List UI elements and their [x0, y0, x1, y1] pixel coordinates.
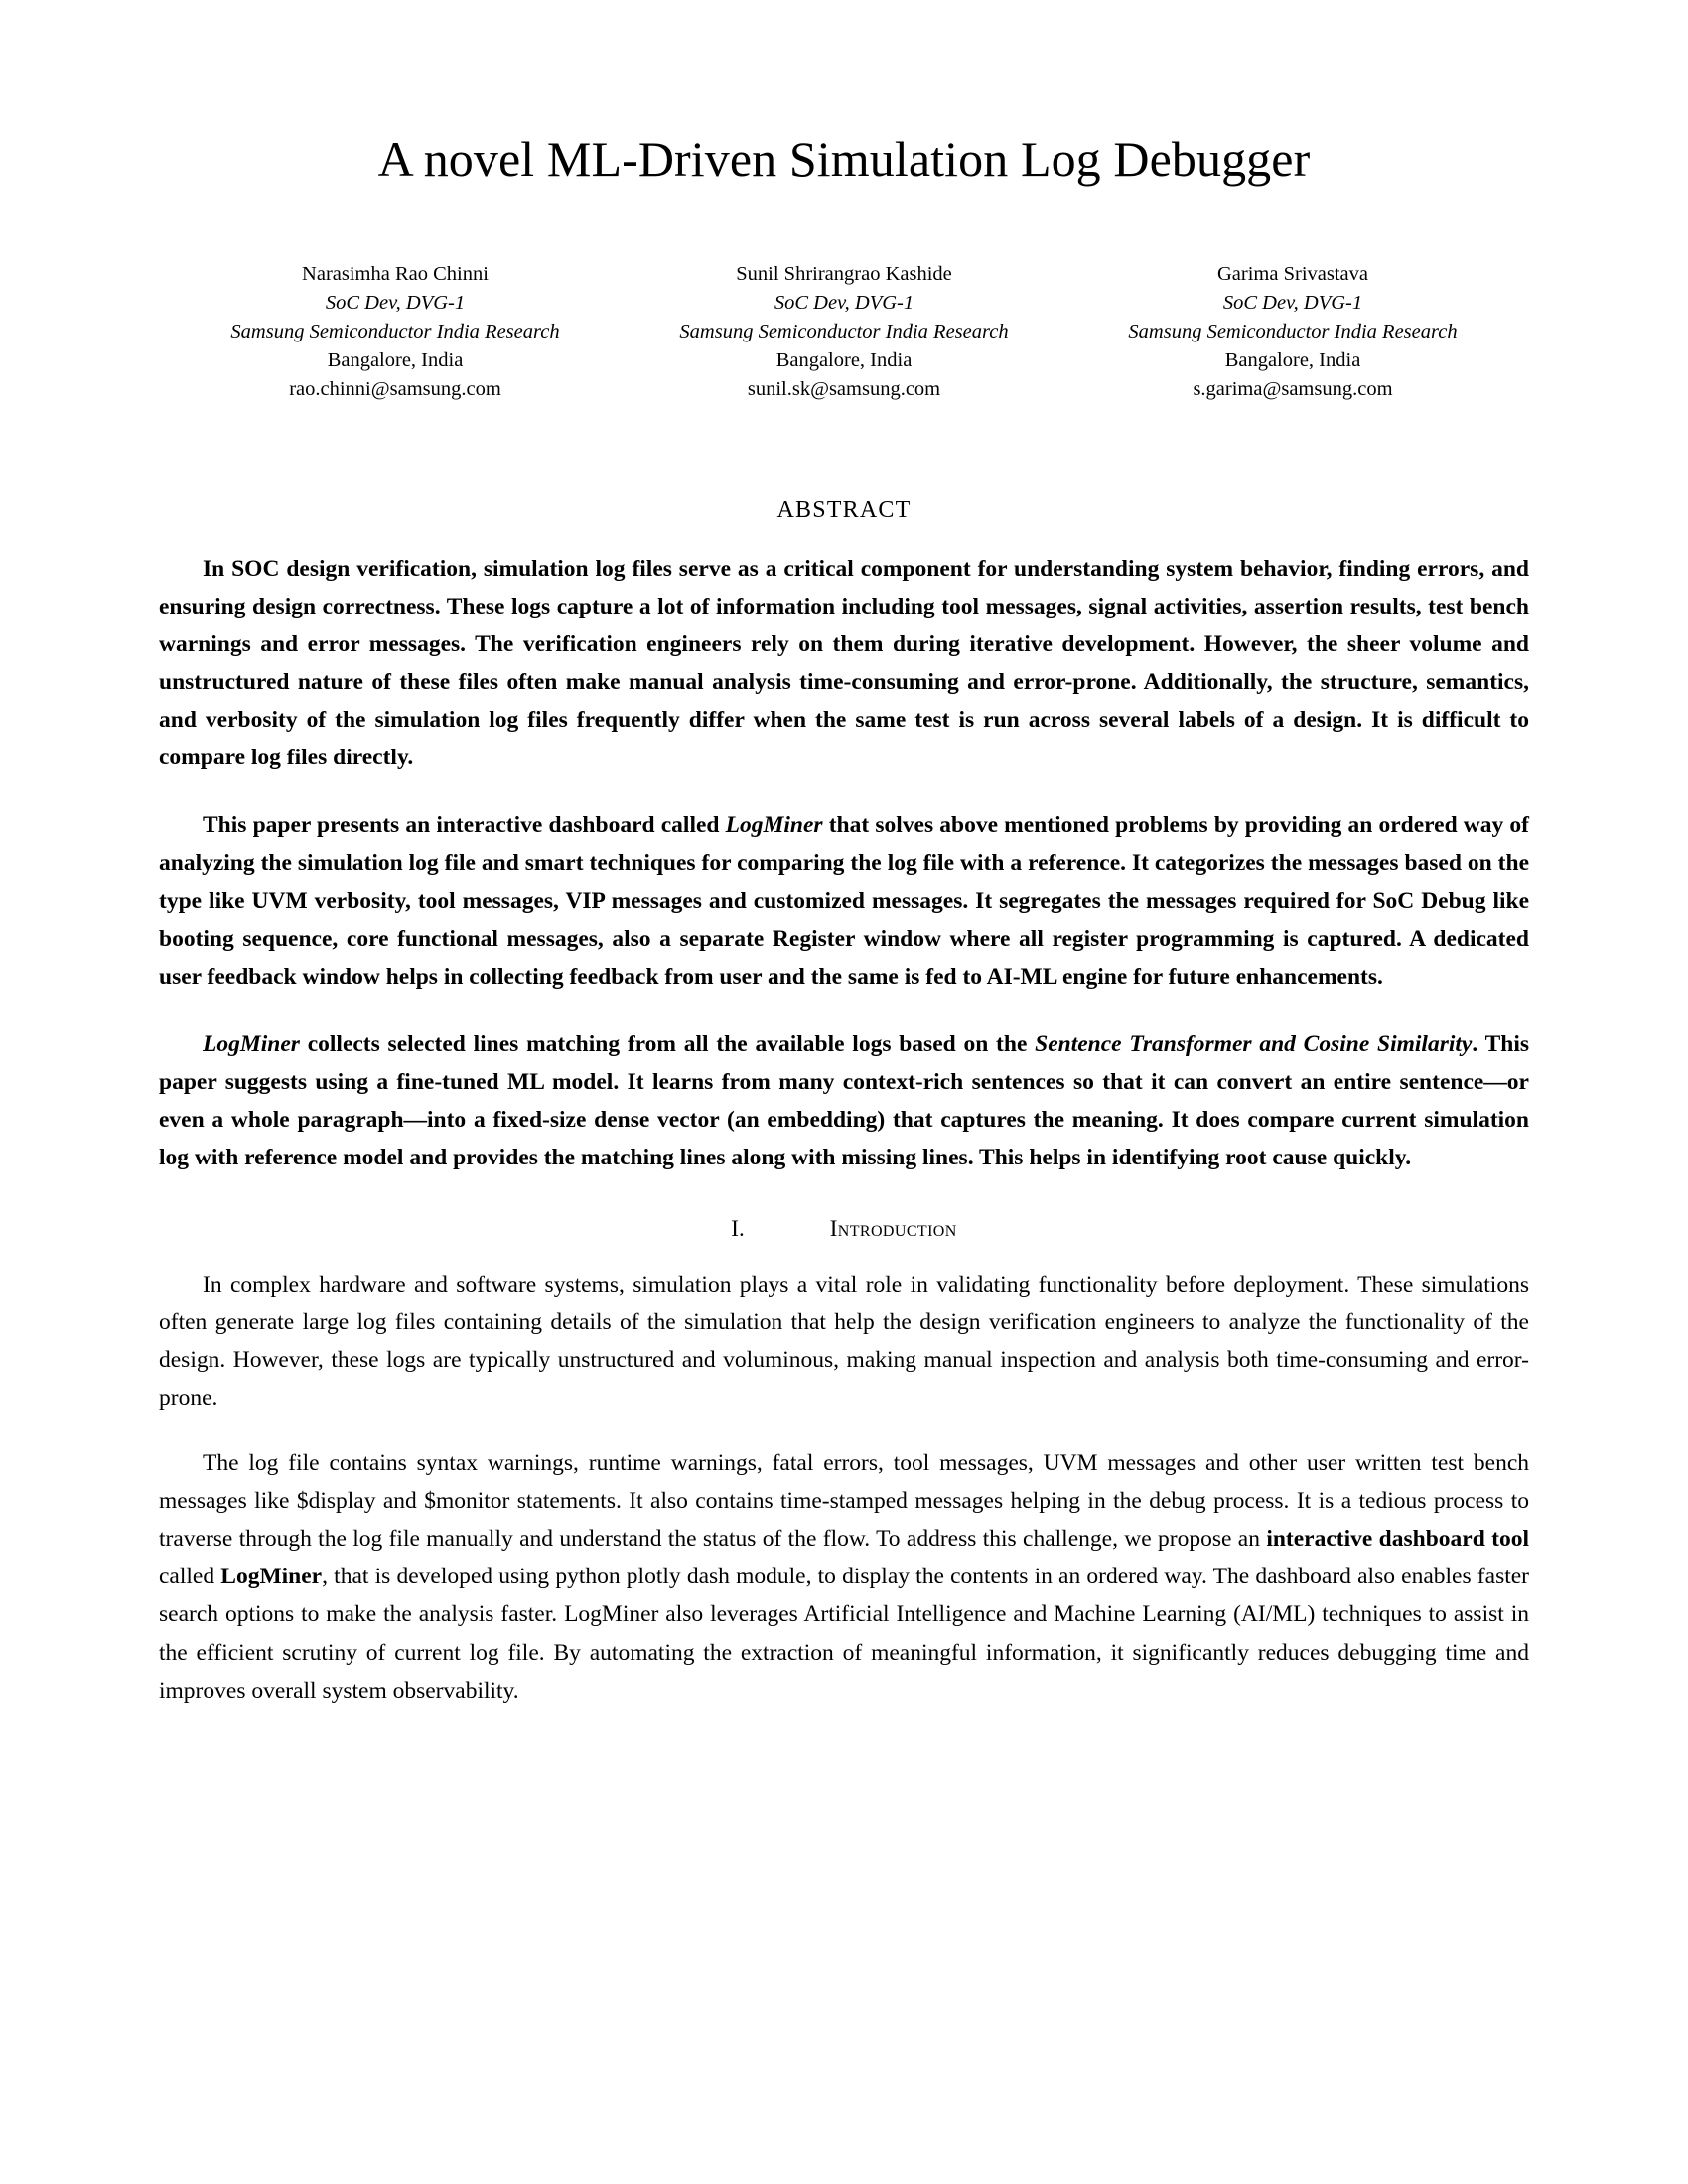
emphasis-dashboard-tool: interactive dashboard tool — [1266, 1526, 1529, 1553]
author-email[interactable]: s.garima@samsung.com — [1193, 377, 1393, 400]
introduction-paragraph-2 — [159, 1444, 1529, 1708]
introduction-paragraph-1 — [159, 1266, 1529, 1417]
abstract-paragraph-1 — [159, 550, 1529, 776]
author-column-2 — [620, 260, 1068, 405]
abstract-text: This paper presents an interactive dashboard called — [203, 812, 726, 839]
author-department: SoC Dev, DVG-1 — [1222, 291, 1363, 314]
author-name: Narasimha Rao Chinni — [302, 262, 489, 285]
method-name: Sentence Transformer and Cosine Similarity — [1035, 1030, 1473, 1057]
abstract-paragraph-3 — [159, 1025, 1529, 1176]
product-name-logminer: LogMiner — [203, 1030, 300, 1057]
abstract-heading: ABSTRACT — [776, 497, 912, 524]
author-name: Garima Srivastava — [1217, 262, 1368, 285]
section-title: Introduction — [829, 1215, 957, 1241]
abstract-text: that solves above mentioned problems by providing an ordered way of analyzing the simulation log file and smart techniques for comparing the log file with a reference. It categorizes the messages based on the type like UVM verbosity, tool messages, VIP messages and customized messages. It segregates the messages required for SoC Debug like booting sequence, core functional messages, also a separate Register window where all register programming is captured. A dedicated user feedback window helps in collecting feedback from user and the same is fed to AI-ML engine for future enhancements. — [159, 812, 1529, 990]
product-name-logminer: LogMiner — [220, 1564, 323, 1590]
author-department: SoC Dev, DVG-1 — [774, 291, 914, 314]
page-title: A novel ML-Driven Simulation Log Debugger — [377, 131, 1311, 187]
section-number: I. — [731, 1215, 745, 1241]
author-organization: Samsung Semiconductor India Research — [230, 320, 560, 342]
author-block — [159, 260, 1529, 405]
author-location: Bangalore, India — [1224, 348, 1361, 371]
abstract-body — [159, 550, 1529, 1176]
body-text: The log file contains syntax warnings, runtime warnings, fatal errors, tool messages, UVM messages and other user written test bench messages like $display and $monitor statements. It also contains time-stamped messages helping in the debug process. It is a tedious process to traverse through the log file manually and understand the status of the flow. To address this challenge, we propose an — [159, 1450, 1529, 1553]
section-heading-introduction — [159, 1176, 1529, 1248]
body-text: In complex hardware and software systems, simulation plays a vital role in validating functionality before deployment. These simulations often generate large log files containing details of the simulation that help the design verification engineers to analyze the functionality of the design. However, these logs are typically unstructured and voluminous, making manual inspection and analysis both time-consuming and error-prone. — [159, 1271, 1529, 1412]
abstract-paragraph-2 — [159, 806, 1529, 995]
abstract-text: In SOC design verification, simulation log files serve as a critical component for understanding system behavior, finding errors, and ensuring design correctness. These logs capture a lot of information including tool messages, signal activities, assertion results, test bench warnings and error messages. The verification engineers rely on them during iterative development. However, the sheer volume and unstructured nature of these files often make manual analysis time-consuming and error-prone. Additionally, the structure, semantics, and verbosity of the simulation log files frequently differ when the same test is run across several labels of a design. It is difficult to compare log files directly. — [159, 556, 1529, 771]
author-email[interactable]: rao.chinni@samsung.com — [289, 377, 501, 400]
body-text: called — [159, 1564, 221, 1590]
abstract-text: collects selected lines matching from all the available logs based on the — [299, 1030, 1036, 1057]
author-organization: Samsung Semiconductor India Research — [1128, 320, 1458, 342]
author-email[interactable]: sunil.sk@samsung.com — [747, 377, 941, 400]
author-organization: Samsung Semiconductor India Research — [679, 320, 1009, 342]
author-location: Bangalore, India — [327, 348, 464, 371]
abstract-text: . This paper suggests using a fine-tuned ML model. It learns from many context-rich sentences so that it can convert an entire sentence—or even a whole paragraph—into a fixed-size dense vector (an embedding) that captures the meaning. It does compare current simulation log with reference model and provides the matching lines along with missing lines. This helps in identifying root cause quickly. — [159, 1030, 1529, 1170]
author-column-1 — [171, 260, 620, 405]
author-name: Sunil Shrirangrao Kashide — [736, 262, 952, 285]
body-text: , that is developed using python plotly dash module, to display the contents in an ordered way. The dashboard also enables faster search options to make the analysis faster. LogMiner also leverages Artificial Intelligence and Machine Learning (AI/ML) techniques to assist in the efficient scrutiny of current log file. By automating the extraction of meaningful information, it significantly reduces debugging time and improves overall system observability. — [159, 1564, 1529, 1704]
author-location: Bangalore, India — [775, 348, 913, 371]
author-column-3 — [1068, 260, 1517, 405]
author-department: SoC Dev, DVG-1 — [325, 291, 466, 314]
introduction-body — [159, 1266, 1529, 1709]
product-name-logminer: LogMiner — [725, 812, 823, 839]
